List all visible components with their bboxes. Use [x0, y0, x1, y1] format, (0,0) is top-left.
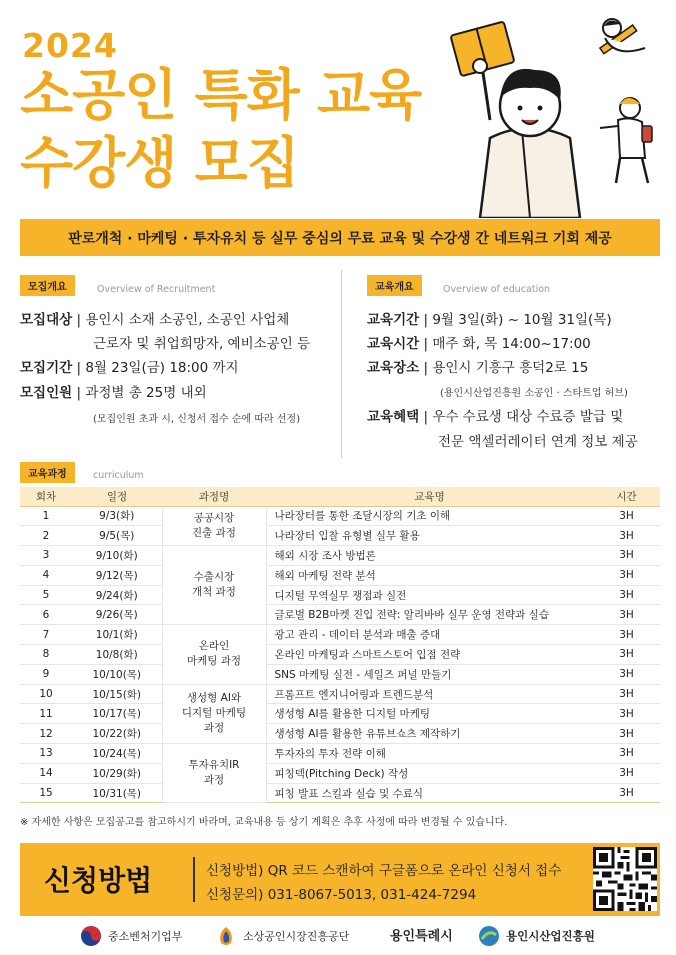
recruit-target-l2: 근로자 및 취업희망자, 예비소공인 등: [93, 336, 311, 352]
row-hours: 3H: [593, 585, 660, 605]
row-hours: 3H: [593, 763, 660, 783]
course-cell: [162, 506, 266, 546]
taegeuk-icon: [80, 925, 102, 947]
apply-method: 신청방법) QR 코드 스캔하여 구글폼으로 온라인 신청서 접수: [206, 863, 562, 879]
table-row: [20, 684, 660, 704]
recruit-target: 모집대상 | 용인시 소재 소공인, 소공인 사업체: [20, 312, 290, 328]
row-no: 15: [20, 783, 72, 803]
row-hours: 3H: [593, 625, 660, 645]
apply-contact: 신청문의) 031-8067-5013, 031-424-7294: [206, 887, 477, 903]
recruit-count: 모집인원 | 과정별 총 25명 내외: [20, 385, 207, 401]
table-row: [20, 763, 660, 783]
row-name: 글로벌 B2B마켓 진입 전략: 알리바바 실무 운영 전략과 실습: [266, 605, 593, 625]
table-row: [20, 565, 660, 585]
education-tag: 교육개요: [367, 275, 422, 296]
course-line: 온라인: [198, 640, 230, 653]
footnote: ※ 자세한 사항은 모집공고를 참고하시기 바라며, 교육내용 등 상기 계획은 추후 사정에 따라 변경될 수 있습니다.: [20, 817, 508, 828]
yipa-icon: [478, 925, 500, 947]
row-no: 7: [20, 625, 72, 645]
row-hours: 3H: [593, 506, 660, 526]
course-cell: [162, 684, 266, 743]
recruit-tag: 모집개요: [20, 275, 75, 296]
education-time-value: 매주 화, 목 14:00~17:00: [432, 336, 591, 352]
recruit-note: (모집인원 초과 시, 신청서 접수 순에 따라 선정): [93, 414, 301, 425]
row-date: 9/3(화): [72, 506, 162, 526]
row-no: 3: [20, 546, 72, 566]
row-no: 5: [20, 585, 72, 605]
table-row: [20, 526, 660, 546]
row-name: 피칭덱(Pitching Deck) 작성: [266, 763, 593, 783]
table-row: [20, 645, 660, 665]
row-date: 9/12(목): [72, 565, 162, 585]
row-no: 2: [20, 526, 72, 546]
row-no: 8: [20, 645, 72, 665]
row-no: 6: [20, 605, 72, 625]
table-row: [20, 724, 660, 744]
row-name: 온라인 마케팅과 스마트스토어 입점 전략: [266, 645, 593, 665]
row-no: 14: [20, 763, 72, 783]
logo-semas-text: 소상공인시장진흥공단: [243, 930, 350, 943]
row-hours: 3H: [593, 744, 660, 764]
course-line: 디지털 마케팅: [181, 707, 247, 720]
row-name: 해외 시장 조사 방법론: [266, 546, 593, 566]
curriculum-table: [20, 487, 660, 803]
row-name: 생성형 AI를 활용한 디지털 마케팅: [266, 704, 593, 724]
course-cell: [162, 546, 266, 625]
table-row: [20, 744, 660, 764]
row-hours: 3H: [593, 783, 660, 803]
education-time-label: 교육시간: [367, 336, 420, 352]
education-benefit-label: 교육혜택: [367, 409, 420, 425]
table-row: [20, 704, 660, 724]
education-place-label: 교육장소: [367, 360, 420, 376]
education-period: 교육기간 | 9월 3일(화) ~ 10월 31일(목): [367, 312, 612, 328]
logo-city: [390, 925, 453, 944]
education-period-label: 교육기간: [367, 312, 420, 328]
row-no: 10: [20, 684, 72, 704]
row-hours: 3H: [593, 546, 660, 566]
table-row: [20, 625, 660, 645]
table-row: [20, 585, 660, 605]
education-tag-en: Overview of education: [443, 284, 551, 295]
education-period-value: 9월 3일(화) ~ 10월 31일(목): [432, 312, 612, 328]
header-name: 교육명: [266, 487, 593, 506]
header-course: 과정명: [162, 487, 266, 506]
recruit-tag-en: Overview of Recruitment: [97, 284, 216, 295]
title-line-1: 소공인 특화 교육: [20, 63, 422, 127]
education-benefit: 교육혜택 | 우수 수료생 대상 수료증 발급 및: [367, 409, 624, 425]
row-hours: 3H: [593, 526, 660, 546]
row-name: 피칭 발표 스킬과 실습 및 수료식: [266, 783, 593, 803]
row-name: 생성형 AI를 활용한 유튜브쇼츠 제작하기: [266, 724, 593, 744]
recruit-target-l1: 용인시 소재 소공인, 소공인 사업체: [85, 312, 290, 328]
row-name: 프롬프트 엔지니어링과 트렌드분석: [266, 684, 593, 704]
apply-title: 신청방법: [44, 864, 153, 897]
row-date: 10/8(화): [72, 645, 162, 665]
row-no: 12: [20, 724, 72, 744]
row-name: 광고 관리 - 데이터 분석과 매출 증대: [266, 625, 593, 645]
row-date: 10/31(목): [72, 783, 162, 803]
recruit-period-value: 8월 23일(금) 18:00 까지: [85, 360, 239, 376]
apply-box: [20, 843, 660, 916]
education-time: 교육시간 | 매주 화, 목 14:00~17:00: [367, 336, 591, 352]
logo-yipa: [478, 925, 595, 947]
course-cell: [162, 744, 266, 803]
row-date: 10/17(목): [72, 704, 162, 724]
row-date: 10/22(화): [72, 724, 162, 744]
row-date: 10/15(화): [72, 684, 162, 704]
row-no: 9: [20, 664, 72, 684]
education-benefit-l2: 전문 액셀러레이터 연계 정보 제공: [438, 434, 638, 450]
course-line: 과정: [203, 774, 225, 787]
course-line: 생성형 AI와: [186, 692, 242, 705]
logo-bar: [0, 917, 676, 955]
table-header-row: [20, 487, 660, 506]
apply-divider: [193, 857, 195, 902]
course-cell: [162, 625, 266, 684]
row-name: SNS 마케팅 실전 - 세일즈 퍼널 만들기: [266, 664, 593, 684]
row-no: 4: [20, 565, 72, 585]
logo-yipa-text: 용인시산업진흥원: [506, 929, 595, 943]
table-row: [20, 664, 660, 684]
row-date: 10/24(목): [72, 744, 162, 764]
row-name: 디지털 무역실무 쟁점과 실전: [266, 585, 593, 605]
row-date: 10/29(화): [72, 763, 162, 783]
row-date: 9/10(화): [72, 546, 162, 566]
recruit-count-label: 모집인원: [20, 385, 73, 401]
summary-banner: 판로개척 · 마케팅 · 투자유치 등 실무 중심의 무료 교육 및 수강생 간 네트워크 기회 제공: [20, 219, 660, 256]
row-hours: 3H: [593, 704, 660, 724]
header-hours: 시간: [593, 487, 660, 506]
column-divider: [341, 270, 342, 458]
year-label: 2024: [22, 26, 118, 65]
logo-mss: [80, 925, 182, 947]
row-hours: 3H: [593, 664, 660, 684]
course-line: 마케팅 과정: [186, 655, 242, 668]
course-line: 투자유치IR: [188, 759, 240, 772]
logo-mss-text: 중소벤처기업부: [108, 930, 183, 943]
logo-city-text: 용인특례시: [390, 929, 453, 944]
education-benefit-l1: 우수 수료생 대상 수료증 발급 및: [432, 409, 624, 425]
course-line: 진출 과정: [192, 526, 236, 539]
logo-semas: [215, 925, 349, 947]
row-date: 10/10(목): [72, 664, 162, 684]
title-line-2: 수강생 모집: [20, 131, 299, 195]
row-hours: 3H: [593, 645, 660, 665]
row-no: 13: [20, 744, 72, 764]
curriculum-tag-en: curriculum: [93, 470, 144, 481]
row-name: 투자자의 투자 전략 이해: [266, 744, 593, 764]
curriculum-tag: 교육과정: [20, 462, 75, 483]
row-name: 나라장터를 통한 조달시장의 기초 이해: [266, 506, 593, 526]
row-hours: 3H: [593, 684, 660, 704]
row-date: 9/26(목): [72, 605, 162, 625]
education-place: 교육장소 | 용인시 기흥구 흥덕2로 15: [367, 360, 589, 376]
row-name: 나라장터 입찰 유형별 실무 활용: [266, 526, 593, 546]
row-date: 9/24(화): [72, 585, 162, 605]
course-line: 수출시장: [193, 570, 235, 583]
recruit-period: 모집기간 | 8월 23일(금) 18:00 까지: [20, 360, 239, 376]
table-row: [20, 506, 660, 526]
row-name: 해외 마케팅 전략 분석: [266, 565, 593, 585]
semas-icon: [215, 925, 237, 947]
recruit-target-label: 모집대상: [20, 312, 73, 328]
header-date: 일정: [72, 487, 162, 506]
recruit-period-label: 모집기간: [20, 360, 73, 376]
education-place-note: (용인시산업진흥원 소공인 · 스타트업 허브): [440, 388, 628, 399]
course-line: 개척 과정: [192, 586, 236, 599]
row-no: 1: [20, 506, 72, 526]
row-no: 11: [20, 704, 72, 724]
row-date: 9/5(목): [72, 526, 162, 546]
row-date: 10/1(화): [72, 625, 162, 645]
character-illustration: [420, 8, 670, 218]
row-hours: 3H: [593, 724, 660, 744]
education-place-value: 용인시 기흥구 흥덕2로 15: [432, 360, 589, 376]
recruit-count-value: 과정별 총 25명 내외: [85, 385, 207, 401]
header-no: 회차: [20, 487, 72, 506]
row-hours: 3H: [593, 565, 660, 585]
row-hours: 3H: [593, 605, 660, 625]
course-line: 공공시장: [193, 511, 235, 524]
table-row: [20, 605, 660, 625]
qr-code-icon[interactable]: [593, 847, 657, 911]
table-row: [20, 546, 660, 566]
table-row: [20, 783, 660, 803]
course-line: 과정: [203, 722, 225, 735]
